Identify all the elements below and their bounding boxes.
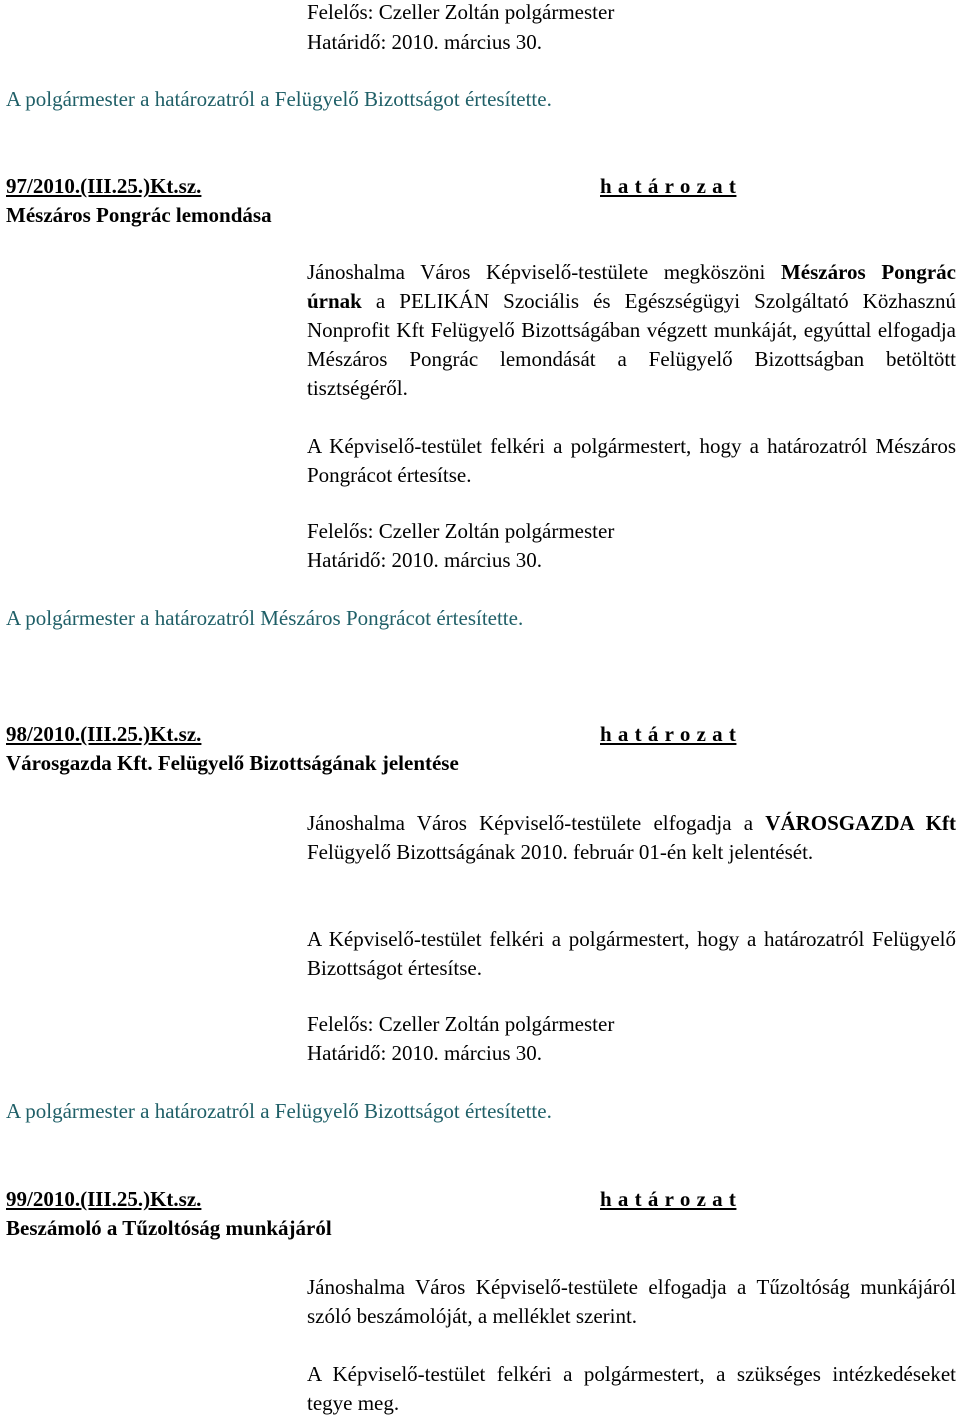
res97-number: 97/2010.(III.25.)Kt.sz. xyxy=(6,174,202,198)
res98-felelos: Felelős: Czeller Zoltán polgármester xyxy=(307,1012,615,1036)
res97-p1-bold: Mészáros Pongrác úrnak xyxy=(307,260,956,313)
res97-subject: Mészáros Pongrác lemondása xyxy=(6,203,272,227)
res99-paragraph-1: Jánoshalma Város Képviselő-testülete elfogadja a Tűzoltóság munkájáról szóló beszámolóját, a melléklet szerint. xyxy=(307,1275,956,1328)
res97-paragraph-2: A Képviselő-testület felkéri a polgármestert, hogy a határozatról Mészáros Pongrácot értesítse. xyxy=(307,434,956,487)
res99-number: 99/2010.(III.25.)Kt.sz. xyxy=(6,1187,202,1211)
res97-notification-note: A polgármester a határozatról Mészáros Pongrácot értesítette. xyxy=(6,606,524,630)
res98-notification-note: A polgármester a határozatról a Felügyelő Bizottságot értesítette. xyxy=(6,1099,552,1123)
res98-subject: Városgazda Kft. Felügyelő Bizottságának jelentése xyxy=(6,751,459,775)
res97-hatarido: Határidő: 2010. március 30. xyxy=(307,548,543,572)
res99-resolution-label: h a t á r o z a t xyxy=(600,1187,737,1211)
res98-paragraph-1 xyxy=(307,809,956,867)
res97-p1-text-start: Jánoshalma Város Képviselő-testülete megköszöni xyxy=(307,260,781,284)
res98-hatarido: Határidő: 2010. március 30. xyxy=(307,1041,543,1065)
top-hatarido: Határidő: 2010. március 30. xyxy=(307,30,543,54)
top-notification-note: A polgármester a határozatról a Felügyelő Bizottságot értesítette. xyxy=(6,87,552,111)
res99-paragraph-2: A Képviselő-testület felkéri a polgármestert, a szükséges intézkedéseket tegye meg. xyxy=(307,1362,956,1415)
res97-resolution-label: h a t á r o z a t xyxy=(600,174,737,198)
top-felelos: Felelős: Czeller Zoltán polgármester xyxy=(307,0,615,24)
res97-paragraph-1 xyxy=(307,258,956,403)
res97-felelos: Felelős: Czeller Zoltán polgármester xyxy=(307,519,615,543)
res97-p1-text-end: a PELIKÁN Szociális és Egészségügyi Szolgáltató Közhasznú Nonprofit Kft Felügyelő Bizottságában végzett munkáját, egyúttal elfogadja Mészáros Pongrác lemondását a Felügyelő Bizottságban betöltött tisztségéről. xyxy=(307,289,956,400)
res98-number: 98/2010.(III.25.)Kt.sz. xyxy=(6,722,202,746)
res98-resolution-label: h a t á r o z a t xyxy=(600,722,737,746)
res98-paragraph-2: A Képviselő-testület felkéri a polgármestert, hogy a határozatról Felügyelő Bizottságot értesítse. xyxy=(307,927,956,980)
res98-p1-text-start: Jánoshalma Város Képviselő-testülete elfogadja a xyxy=(307,811,766,835)
res98-p1-text-end: Felügyelő Bizottságának 2010. február 01-én kelt jelentését. xyxy=(307,840,814,864)
res99-subject: Beszámoló a Tűzoltóság munkájáról xyxy=(6,1216,332,1240)
res98-p1-bold: VÁROSGAZDA Kft xyxy=(765,811,957,835)
